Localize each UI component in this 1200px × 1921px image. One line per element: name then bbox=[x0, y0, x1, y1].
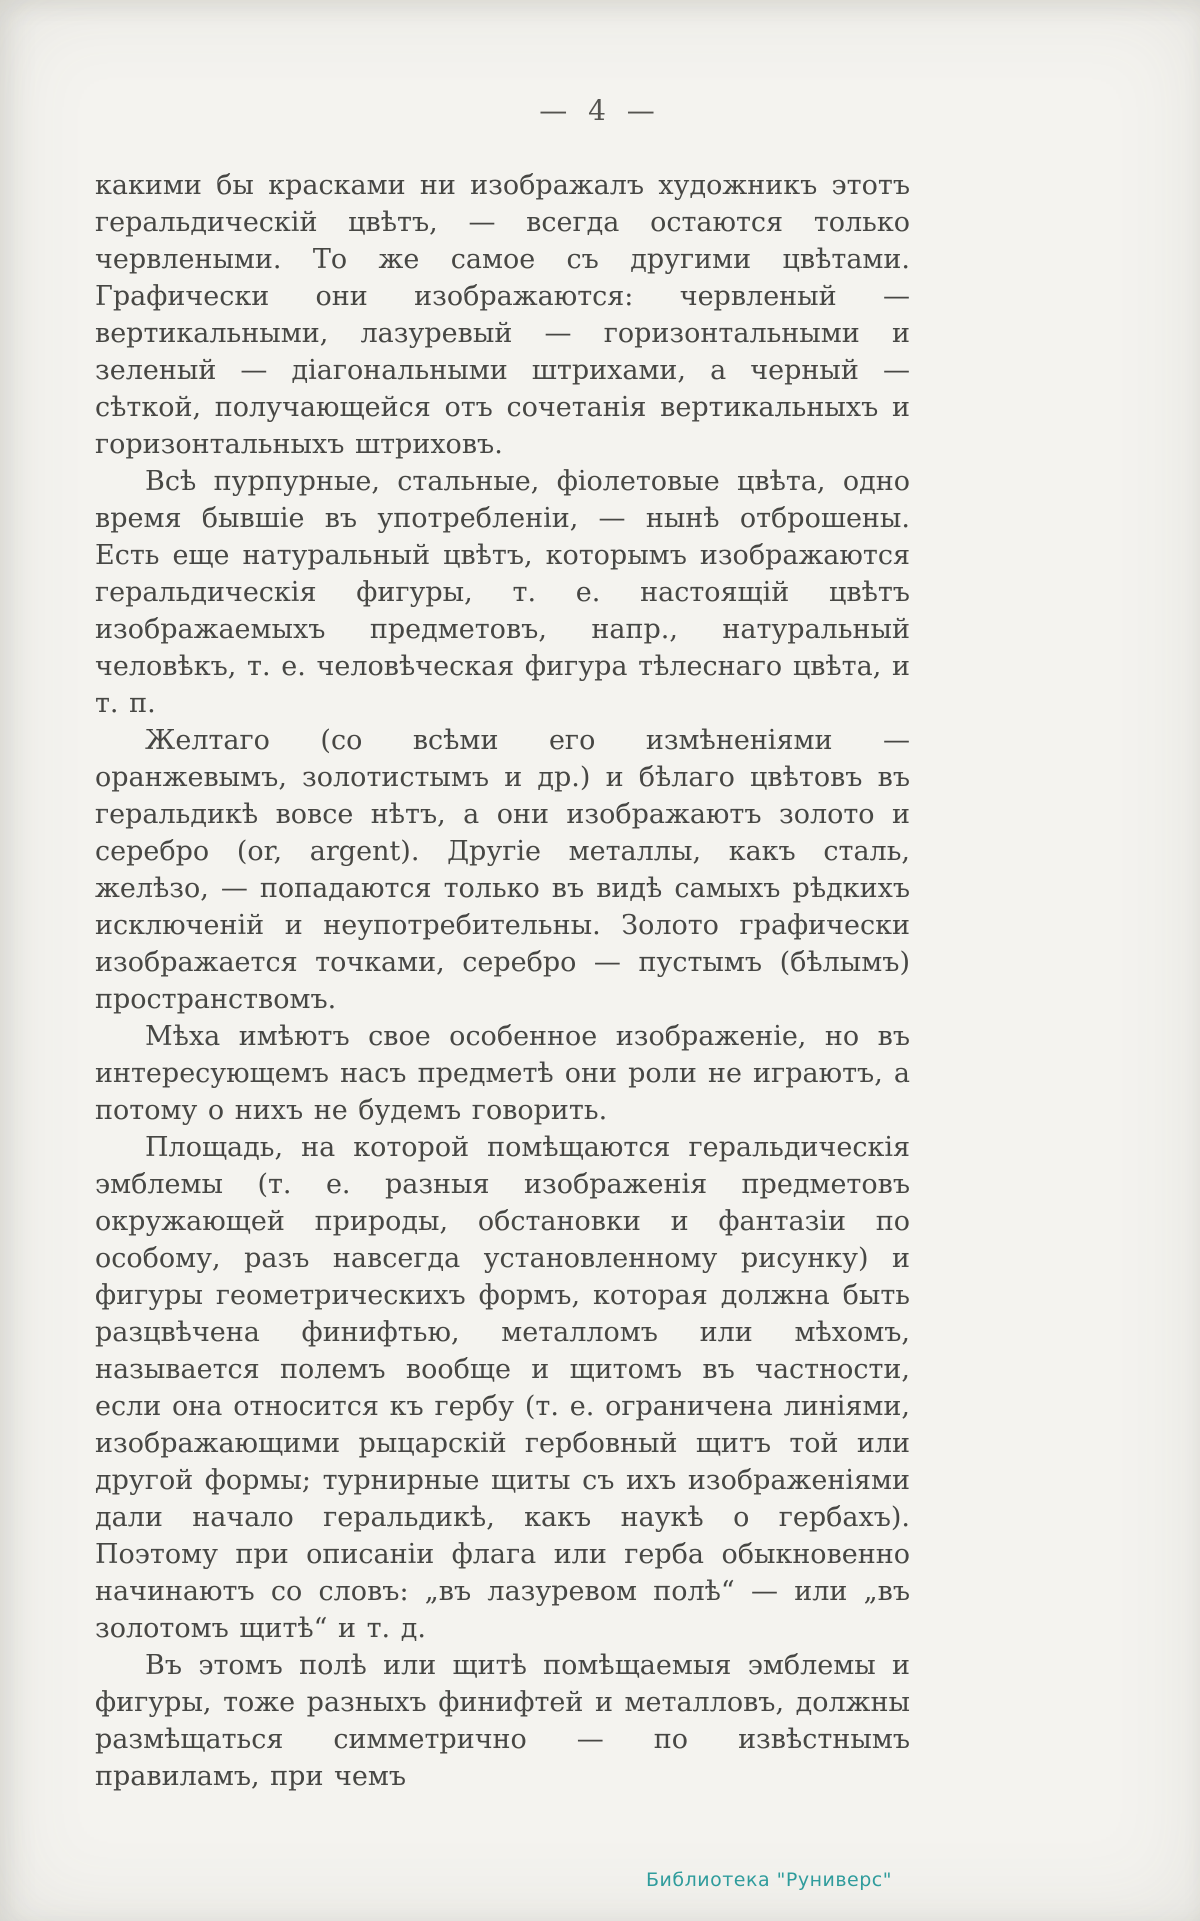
page-number: — 4 — bbox=[539, 94, 661, 127]
paragraph: Мѣха имѣютъ свое особенное изображеніе, но въ интересующемъ насъ предметѣ они роли не играютъ, а потому о нихъ не будемъ говорить. bbox=[95, 1021, 910, 1126]
paragraph: Площадь, на которой помѣщаются геральдическія эмблемы (т. е. разныя изображенія предметовъ окружающей природы, обстановки и фантазіи по особому, разъ навсегда установленному рисунку) и фигуры геометрическихъ формъ, которая должна быть разцвѣчена финифтью, металломъ или мѣхомъ, называется полемъ вообще и щитомъ въ частности, если она относится къ гербу (т. е. ограничена линіями, изображающими рыцарскій гербовный щитъ той или другой формы; турнирные щиты съ ихъ изображеніями дали начало геральдикѣ, какъ наукѣ о гербахъ). Поэтому при описаніи флага или герба обыкновенно начинаютъ со словъ: „въ лазуревом полѣ“ — или „въ золотомъ щитѣ“ и т. д. bbox=[95, 1132, 910, 1644]
paragraph: какими бы красками ни изображалъ художникъ этотъ геральдическій цвѣтъ, — всегда остаются только червлеными. То же самое съ другими цвѣтами. Графически они изображаются: червленый — вертикальными, лазуревый — горизонтальными и зеленый — діагональными штрихами, а черный — сѣткой, получающейся отъ сочетанія вертикальныхъ и горизонтальныхъ штриховъ. bbox=[95, 170, 910, 460]
page-text-block bbox=[95, 167, 910, 1795]
paragraph: Желтаго (со всѣми его измѣненіями — оранжевымъ, золотистымъ и др.) и бѣлаго цвѣтовъ въ геральдикѣ вовсе нѣтъ, а они изображаютъ золото и серебро (or, argent). Другіе металлы, какъ сталь, желѣзо, — попадаются только въ видѣ самыхъ рѣдкихъ исключеній и неупотребительны. Золото графически изображается точками, серебро — пустымъ (бѣлымъ) пространствомъ. bbox=[95, 725, 910, 1015]
paragraph: Всѣ пурпурные, стальные, фіолетовые цвѣта, одно время бывшіе въ употребленіи, — нынѣ отброшены. Есть еще натуральный цвѣтъ, которымъ изображаются геральдическія фигуры, т. е. настоящій цвѣтъ изображаемыхъ предметовъ, напр., натуральный человѣкъ, т. е. человѣческая фигура тѣлеснаго цвѣта, и т. п. bbox=[95, 466, 910, 719]
library-watermark: Библиотека "Руниверс" bbox=[646, 1869, 892, 1891]
paragraph: Въ этомъ полѣ или щитѣ помѣщаемыя эмблемы и фигуры, тоже разныхъ финифтей и металловъ, должны размѣщаться симметрично — по извѣстнымъ правиламъ, при чемъ bbox=[95, 1650, 910, 1792]
